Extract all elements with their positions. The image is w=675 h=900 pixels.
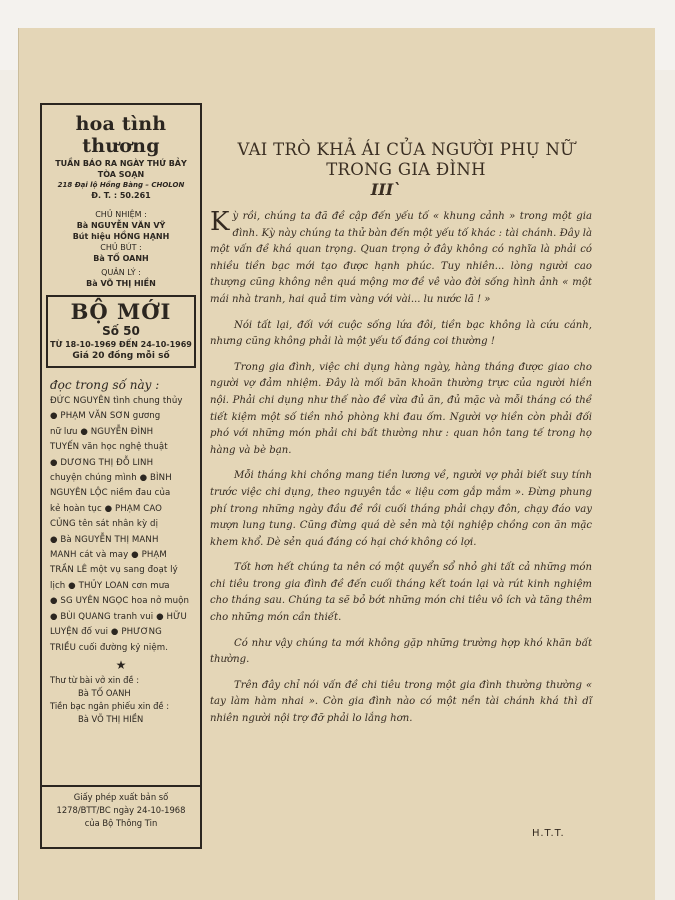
contents-line: LUYỆN đố vui ● PHƯƠNG: [50, 627, 162, 638]
chu-but-name: Bà TỐ OANH: [93, 254, 149, 263]
chu-nhiem-label: CHỦ NHIỆM :: [95, 210, 147, 219]
drop-cap: K: [210, 207, 230, 237]
contents-line: nữ lưu ● NGUYỄN ĐÌNH: [50, 426, 154, 437]
issue-series: BỘ MỚI: [70, 299, 172, 324]
paragraph: Mỗi tháng khi chồng mang tiền lương về, người vợ phải biết suy tính trước việc chi dụng, theo nguyên tắc « liệu cơm gắp mắm ». Đừng phung phí trong những ngày đầu đề rồi cuối tháng phải chạy đôn, chạy đáo vay mượn lung tung. Cũng đừng quá dè sẻn mà tội nghiệp chồng con ăn mặc khem khổ. Dè sẻn quá đáng có hại chớ không có lợi.: [210, 470, 592, 548]
contents-title: đọc trong số này :: [50, 378, 160, 392]
contents-line: ● Bà NGUYỄN THỊ MANH: [50, 534, 159, 545]
permit-line-1: Giấy phép xuất bản số: [73, 792, 169, 802]
mail-line-1: Thư từ bài vở xin đề :: [50, 674, 140, 685]
contents-line: TUYẾN văn học nghệ thuật: [50, 442, 168, 453]
office-phone: Đ. T. : 50.261: [91, 191, 151, 200]
contents-line: ● DƯƠNG THỊ ĐỖ LINH: [50, 457, 154, 468]
star-ornament-icon: ★: [115, 657, 127, 672]
paragraph: Trên đây chỉ nói vấn đề chi tiêu trong một gia đình thường thường « tay làm hàm nhai ». Còn gia đình nào có một nền tài chánh khá thì dĩ nhiên người nội trợ đỡ phải lo lắng hơn.: [210, 679, 592, 725]
contents-line: lịch ● THỦY LOAN cơn mưa: [50, 580, 170, 591]
office-address: 218 Đại lộ Hồng Bàng – CHOLON: [57, 181, 185, 189]
contents-line: ● BÙI QUANG tranh vui ● HỮU: [50, 611, 187, 622]
mail-line-3: Tiền bạc ngân phiếu xin đề :: [50, 700, 170, 711]
but-hieu: Bút hiệu HỒNG HẠNH: [72, 232, 170, 241]
article-title-line-1: VAI TRÒ KHẢ ÁI CỦA NGƯỜI PHỤ NỮ: [237, 140, 575, 159]
contents-line: kẻ hoàn tục ● PHẠM CAO: [50, 503, 163, 514]
masthead-sidebar: [40, 103, 202, 849]
publication-permit: [42, 785, 200, 847]
contents-line: ĐỨC NGUYÊN tình chung thủy: [50, 396, 183, 406]
issue-number: Số 50: [102, 324, 140, 338]
mail-line-2: Bà TỐ OANH: [78, 687, 131, 698]
paragraph: Có như vậy chúng ta mới không gặp những trường hợp khó khăn bất thường.: [210, 637, 592, 666]
issue-dates: TỪ 18-10-1969 ĐẾN 24-10-1969: [50, 340, 192, 349]
article-body: [210, 209, 592, 737]
contents-line: TRẦN LÊ một vụ sang đoạt lý: [50, 565, 178, 576]
paragraph: Trong gia đình, việc chi dụng hàng ngày, hàng tháng được giao cho người vợ đảm nhiệm. Đây là mối băn khoăn thường trực của người hiền nội. Phải chi dụng như thế nào đề vừa đủ ăn, đủ mặc và mỗi tháng có thề tiết kiệm một số tiền nhỏ phòng khi đau ốm. Người vợ hiền còn phải đối phó với những món phải chi bất thường như : quan hôn tang tế trong họ hàng và bè bạn.: [210, 361, 592, 456]
article-title-line-2: TRONG GIA ĐÌNH: [326, 160, 486, 179]
chu-nhiem-name: Bà NGUYỄN VĂN VỸ: [76, 221, 166, 230]
contents-line: ● SG UYÊN NGỌC hoa nở muộn: [50, 596, 190, 607]
author-signature: H.T.T.: [532, 828, 565, 839]
office-label: TÒA SOẠN: [97, 170, 145, 179]
contents-line: CỦNG tên sát nhân kỳ dị: [50, 519, 159, 530]
issue-box: [46, 295, 196, 368]
permit-line-2: 1278/BTT/BC ngày 24-10-1968: [56, 805, 186, 815]
masthead-tagline: TUẦN BÁO RA NGÀY THỨ BẢY: [55, 159, 187, 168]
contents-list: [42, 394, 200, 656]
masthead-name: hoa tình thương: [75, 113, 167, 157]
issue-price: Giá 20 đồng mỗi số: [72, 351, 170, 361]
quan-ly-name: Bà VÕ THỊ HIỀN: [86, 279, 156, 288]
contents-line: chuyện chúng mình ● BÌNH: [50, 473, 172, 484]
mail-instructions: [42, 674, 200, 726]
article-part-number: III`: [370, 180, 402, 199]
contents-line: NGUYÊN LỘC niềm đau của: [50, 488, 171, 499]
paragraph: Kỳ rồi, chúng ta đã đề cập đến yếu tố « khung cảnh » trong một gia đình. Kỳ này chúng ta thử bàn đến một yếu tố khác : tài chánh. Đây là một vấn đề khá quan trọng. Quan trọng ở đây không có nghĩa là phải có nhiều tiền bạc mới tạo được hạnh phúc. Tuy nhiên... lòng người cao thượng cũng không nên quá mộng mơ đề vê vào đời sống hình ảnh « một mái nhà tranh, hai quả tim vàng với vài... lu nước lã ! »: [210, 207, 592, 305]
mail-line-4: Bà VÕ THỊ HIỀN: [78, 713, 144, 724]
permit-line-3: của Bộ Thông Tin: [84, 818, 158, 828]
quan-ly-label: QUẢN LÝ :: [101, 268, 141, 277]
contents-line: ● PHẠM VĂN SƠN gương: [50, 411, 161, 422]
paragraph: Tốt hơn hết chúng ta nên có một quyển sổ nhỏ ghi tất cả những món chi tiêu trong gia đình đề đến cuối tháng kết toán lại và rút kinh nghiệm cho tháng sau. Chúng ta sẽ bỏ bớt những món chi tiêu vô ích và tăng thêm cho những món cần thiết.: [210, 562, 592, 624]
contents-line: MANH cát và may ● PHẠM: [50, 550, 167, 561]
contents-line: TRIỀU cuối đường kỷ niệm.: [50, 642, 169, 653]
paragraph: Nói tất lại, đối với cuộc sống lứa đôi, tiền bạc không là cứu cánh, nhưng cũng không phải là một yếu tố đáng coi thường !: [210, 319, 592, 348]
chu-but-label: CHỦ BÚT :: [100, 243, 142, 252]
